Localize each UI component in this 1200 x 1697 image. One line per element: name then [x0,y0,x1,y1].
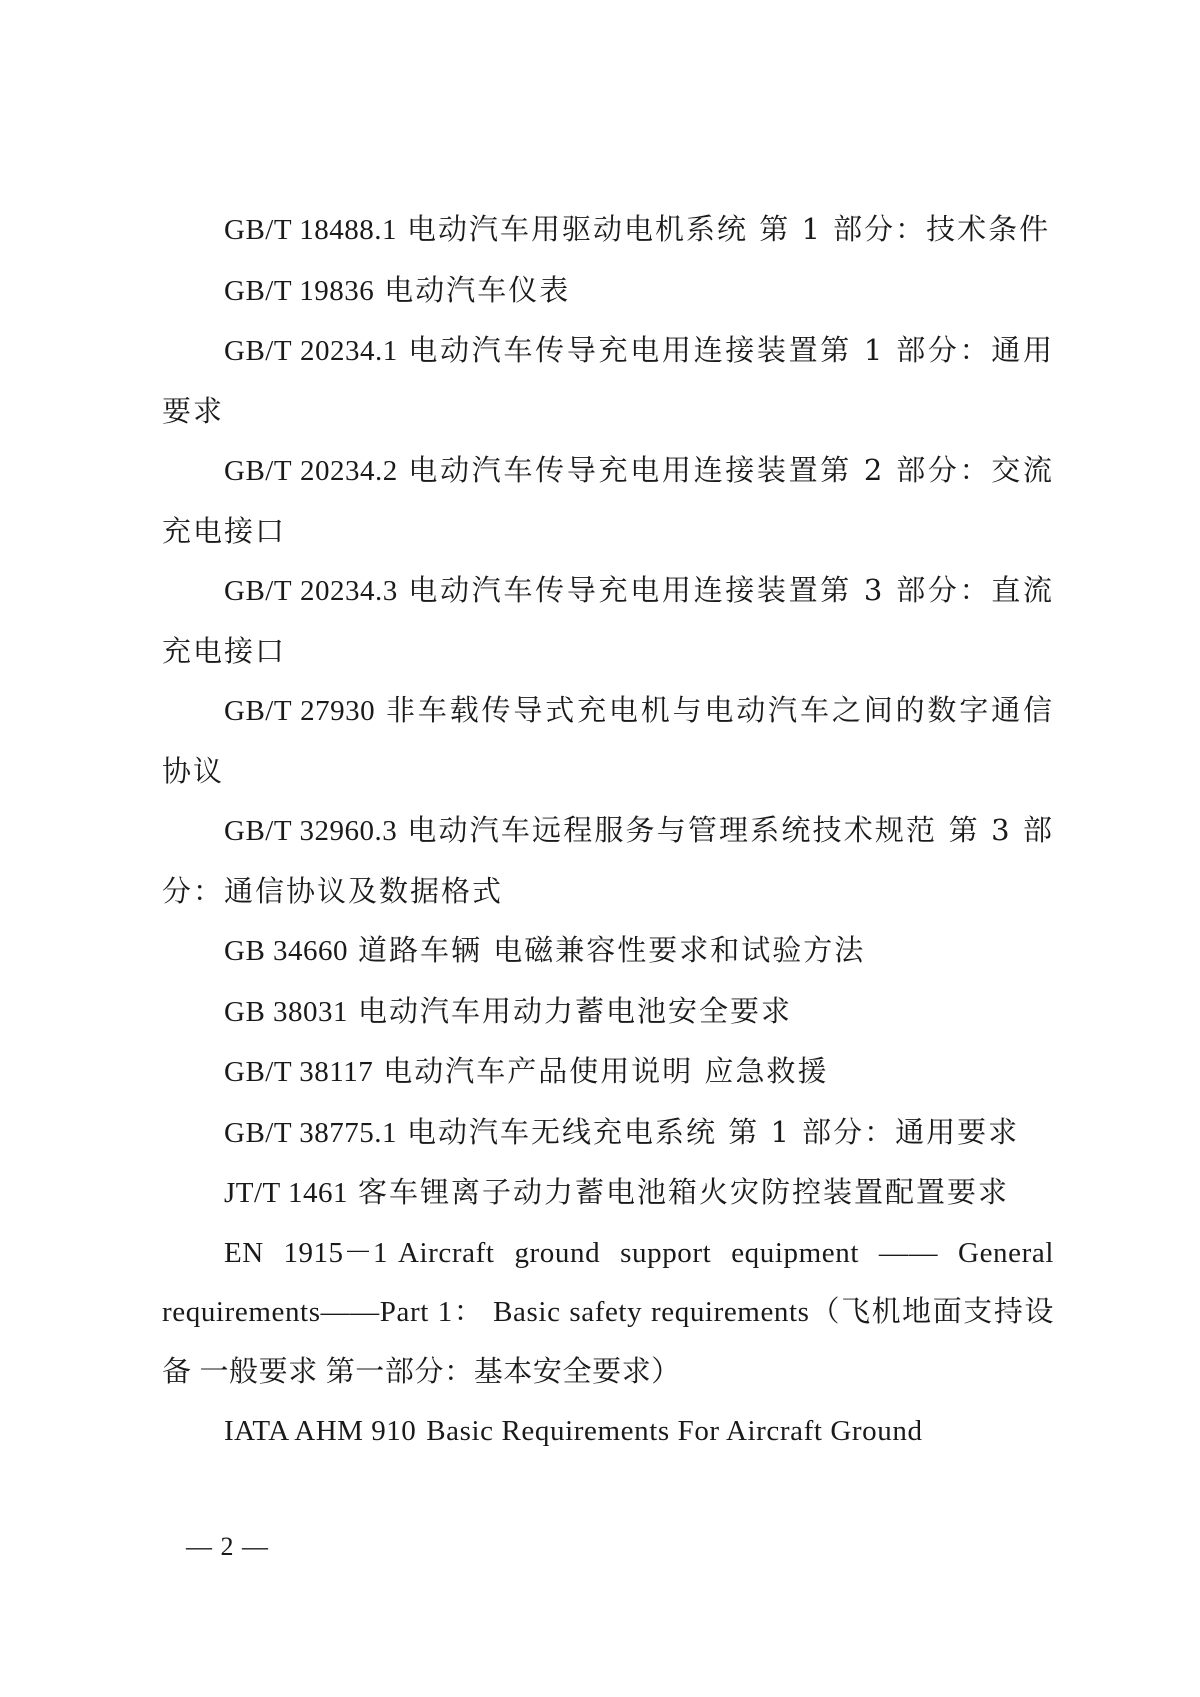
reference-title: 电动汽车无线充电系统 第 1 部分：通用要求 [407,1114,1020,1149]
reference-item [162,982,1054,1043]
reference-code: GB 38031 [224,995,349,1028]
reference-item [162,1042,1054,1103]
reference-item [162,681,1054,801]
page-number: — 2 — [186,1532,269,1561]
reference-code: GB/T 27930 [224,695,376,727]
reference-code: GB/T 32960.3 [224,815,398,847]
reference-title: 电动汽车远程服务与管理系统技术规范 第 3 部分：通信协议及数据格式 [162,813,1054,908]
reference-item [162,801,1054,921]
reference-item [162,200,1054,261]
reference-title: 电动汽车用动力蓄电池安全要求 [358,993,793,1028]
normative-references-list [162,200,1054,1462]
reference-title: 道路车辆 电磁兼容性要求和试验方法 [358,933,866,967]
reference-title: 电动汽车传导充电用连接装置第 1 部分：通用要求 [162,333,1054,428]
reference-code: GB/T 38117 [224,1056,374,1088]
reference-title: 电动汽车仪表 [384,272,571,307]
reference-title: 电动汽车产品使用说明 应急救援 [383,1054,829,1088]
reference-item [162,1402,1054,1462]
reference-title: Basic Requirements For Aircraft Ground [426,1415,923,1447]
reference-title: 电动汽车用驱动电机系统 第 1 部分：技术条件 [407,212,1051,246]
reference-title: 电动汽车传导充电用连接装置第 2 部分：交流充电接口 [162,453,1054,548]
reference-item [162,441,1054,561]
reference-code: GB/T 18488.1 [224,214,398,246]
reference-item [162,261,1054,322]
reference-item [162,1224,1054,1403]
reference-item [162,561,1054,681]
reference-title: 非车载传导式充电机与电动汽车之间的数字通信协议 [162,693,1054,788]
reference-item [162,321,1054,441]
reference-code: EN 1915－1 [224,1236,388,1269]
reference-code: GB 34660 [224,935,349,967]
reference-item [162,921,1054,982]
reference-item [162,1163,1054,1224]
reference-title: 客车锂离子动力蓄电池箱火灾防控装置配置要求 [358,1175,1010,1209]
reference-title: 电动汽车传导充电用连接装置第 3 部分：直流充电接口 [162,573,1054,668]
reference-code: GB/T 20234.3 [224,575,398,607]
reference-item [162,1103,1054,1164]
reference-code: GB/T 19836 [224,274,375,307]
reference-title: Aircraft ground support equipment —— General requirements——Part 1： Basic safety requirements（飞机地面支持设备 一般要求 第一部分：基本安全要求） [162,1236,1054,1388]
reference-code: GB/T 20234.2 [224,455,398,487]
reference-code: JT/T 1461 [224,1177,348,1209]
reference-code: GB/T 20234.1 [224,335,398,367]
reference-code: IATA AHM 910 [224,1415,417,1447]
reference-code: GB/T 38775.1 [224,1116,398,1149]
